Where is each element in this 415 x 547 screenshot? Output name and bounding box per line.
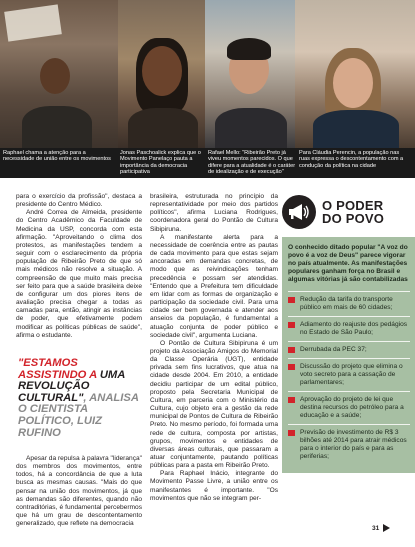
article-column-2 — [150, 193, 278, 503]
photo-caption: Rafael Mello: "Ribeirão Preto já viveu momentos parecidos. O que difere para a atualidade é o caráter de idealização e de execução" — [208, 150, 296, 176]
paragraph: O Pontão de Cultura Sibipiruna é um projeto da Associação Amigos do Memorial da Classe Operária (UGT), entidade privada sem fins lucrativos, que atua na cidade desde 2004. Em 2010, a entidade decidiu participar de um edital público, proposto pela Secretaria Municipal de Cultura, em parceria com o Ministério da Cultura, cujo objeto era a gestão da rede municipal de Pontos de Cultura de Ribeirão Preto. No mesmo período, foi formada uma rede de cultura, composta por artistas, grupos, movimentos e entidades de diversas áreas culturais, que passaram a atuar conjuntamente, pautando políticas públicas para a pasta em Ribeirão Preto. — [150, 339, 278, 470]
triangle-right-icon — [383, 524, 390, 532]
sidebar-header — [282, 193, 415, 231]
megaphone-icon — [282, 195, 316, 229]
list-item: Aprovação do projeto de lei que destina recursos do petróleo para a educação e a saúde; — [288, 391, 410, 424]
pull-quote-emphasis: UMA REVOLUÇÃO CULTURAL" — [18, 368, 125, 404]
photo-caption: Raphael chama a atenção para a necessidade de união entre os movimentos — [3, 150, 111, 163]
pull-quote-attribution: , ANALISA O CIENTISTA POLÍTICO, LUIZ RUFINO — [18, 391, 139, 439]
photo-rafael — [205, 0, 295, 148]
list-item: Adiamento do reajuste dos pedágios no Estado de São Paulo; — [288, 316, 410, 341]
photo-jonas — [118, 0, 205, 148]
red-square-bullet-icon — [288, 297, 295, 303]
list-item: Discussão do projeto que elimina o voto secreto para a cassação de parlamentares; — [288, 358, 410, 391]
red-square-bullet-icon — [288, 430, 295, 436]
pull-quote-lead: "ESTAMOS ASSISTINDO A — [18, 357, 100, 381]
paragraph: Para Raphael Inácio, integrante do Movimento Passe Livre, a união entre os manifestantes é importante. "Os movimentos que não se integram per- — [150, 470, 278, 502]
paragraph: A manifestante alerta para a necessidade de coerência entre as pautas de cada movimento para que estas sejam ancoradas em demandas concretas, de modo que as reivindicações tenham precedência e possam ser atendidas. "Entendo que a Prefeitura tem dificuldade em lidar com as formas de organização e participação da sociedade civil. Para uma cidade ser bem governada e atender aos anseios da população, é fundamental a atuação conjunta de poder público e sociedade civil", argumenta Luciana. — [150, 233, 278, 339]
paragraph: Apesar da repulsa à palavra "liderança" dos membros dos movimentos, entre todos, há a concordância de que a luta busca as mesmas causas. "Mais do que pensar na união dos movimentos, já que as demandas são diferentes, quando não contraditórias, é fundamental percebermos que há um grau de descontentamento generalizado, que reflete na democracia — [16, 455, 142, 528]
red-square-bullet-icon — [288, 347, 295, 353]
sidebar-intro: O conhecido ditado popular "A voz do povo é a voz de Deus" parece vigorar no país atualmente. As manifestações populares ganham força no Brasil e algumas vitórias já são contabilizadas — [288, 244, 408, 283]
paragraph: brasileira, estruturada no princípio da representatividade por meio dos partidos políticos", afirma Luciana Rodrigues, coordenadora geral do Pontão de Cultura Sibipiruna. — [150, 193, 278, 233]
paragraph: para o exercício da profissão", destaca a presidente do Centro Médico. — [16, 193, 142, 209]
page-number — [372, 524, 390, 532]
list-item: Previsão de investimento de R$ 3 bilhões até 2014 para atrair médicos para o interior do país e para as periferias; — [288, 424, 410, 465]
photo-caption: Jonas Paschoalick explica que o Movimento Panelaço pauta a importância da democracia participativa — [120, 150, 201, 176]
photo-raphael — [0, 0, 118, 148]
sidebar-o-poder-do-povo — [282, 193, 415, 473]
red-square-bullet-icon — [288, 322, 295, 328]
list-item: Redução da tarifa do transporte público em mais de 60 cidades; — [288, 291, 410, 316]
article-column-1-top — [16, 193, 142, 340]
sidebar-box — [282, 237, 415, 473]
page-number-text: 31 — [372, 524, 380, 532]
paragraph: André Correa de Almeida, presidente do Centro Acadêmico da Faculdade de Medicina da USP, concorda com esta afirmação. "Aproveitando o clima dos protestos, as manifestações tendem a seguir com o esclarecimento da própria população de Ribeirão Preto de que só mais médicos não resolve a situação. A compreensão de que muito mais precisa ser feito para que a saúde brasileira deixe de configurar um dos piores itens de avaliação precisa chegar a todas as camadas para, então, atingir as instâncias de poder, que efetivamente podem modificar as políticas públicas de saúde", afirma o estudante. — [16, 209, 142, 339]
article-column-1-bottom — [16, 455, 142, 528]
photo-claudia — [295, 0, 415, 148]
photo-caption: Para Cláudia Perencin, a população nas ruas expressa o descontentamento com a condução da política na cidade — [299, 150, 404, 169]
pull-quote — [18, 358, 144, 439]
sidebar-title: O PODER DO POVO — [322, 198, 385, 226]
red-square-bullet-icon — [288, 397, 295, 403]
list-item: Derrubada da PEC 37; — [288, 341, 410, 358]
red-square-bullet-icon — [288, 364, 295, 370]
caption-bar — [0, 148, 415, 178]
